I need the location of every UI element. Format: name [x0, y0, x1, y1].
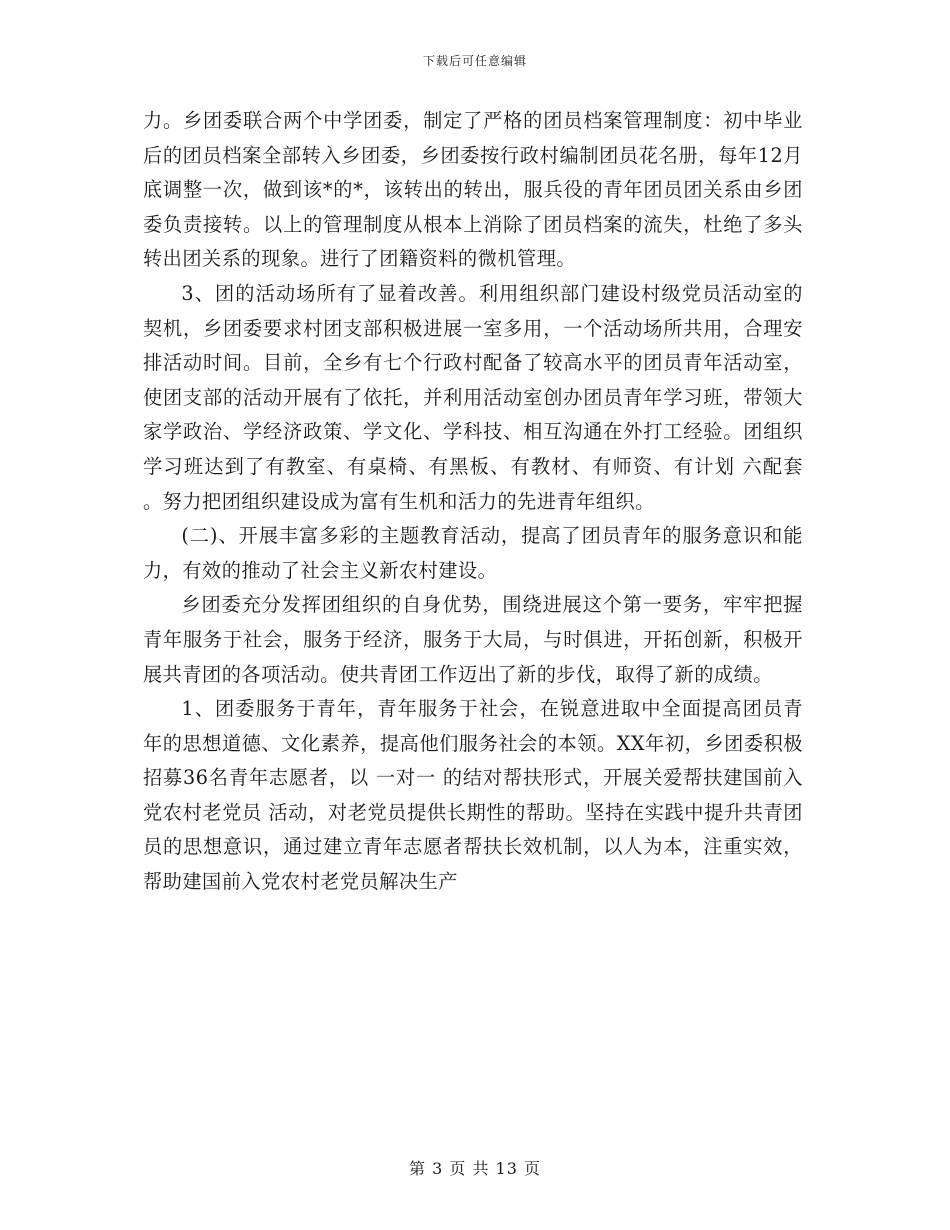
paragraph-volunteer-service: 1、团委服务于青年，青年服务于社会，在锐意进取中全面提高团员青年的思想道德、文化素养，提高他们服务社会的本领。XX年初，乡团委积极招募36名青年志愿者，以 一对一 的结对帮扶形式，开展关爱帮扶建国前入党农村老党员 活动，对老党员提供长期性的帮助。坚持在实践中提升共青团员的思想意识，通过建立青年志愿者帮扶长效机制，以人为本，注重实效，帮助建国前入党农村老党员解决生产 — [143, 697, 803, 894]
page-number: 第 3 页 共 13 页 — [409, 1159, 541, 1178]
page-header: 下载后可任意编辑 — [422, 54, 527, 68]
document-body — [143, 104, 803, 900]
paragraph-section-heading-2: (二)、开展丰富多彩的主题教育活动，提高了团员青年的服务意识和能力，有效的推动了社会主义新农村建设。 — [143, 524, 803, 582]
paragraph-archive-management: 力。乡团委联合两个中学团委，制定了严格的团员档案管理制度：初中毕业后的团员档案全部转入乡团委，乡团委按行政村编制团员花名册，每年12月底调整一次，做到该*的*，该转出的转出，服兵役的青年团员团关系由乡团委负责接转。以上的管理制度从根本上消除了团员档案的流失，杜绝了多头转出团关系的现象。进行了团籍资料的微机管理。 — [143, 109, 803, 271]
paragraph-advantages: 乡团委充分发挥团组织的自身优势，围绕进展这个第一要务，牢牢把握青年服务于社会，服务于经济，服务于大局，与时俱进，开拓创新，积极开展共青团的各项活动。使共青团工作迈出了新的步伐，取得了新的成绩。 — [143, 593, 803, 686]
paragraph-activity-venues: 3、团的活动场所有了显着改善。利用组织部门建设村级党员活动室的契机，乡团委要求村团支部积极进展一室多用，一个活动场所共用，合理安排活动时间。目前，全乡有七个行政村配备了较高水平的团员青年活动室，使团支部的活动开展有了依托，并利用活动室创办团员青年学习班，带领大家学政治、学经济政策、学文化、学科技、相互沟通在外打工经验。团组织学习班达到了有教室、有桌椅、有黑板、有教材、有师资、有计划 六配套 。努力把团组织建设成为富有生机和活力的先进青年组织。 — [143, 281, 803, 513]
